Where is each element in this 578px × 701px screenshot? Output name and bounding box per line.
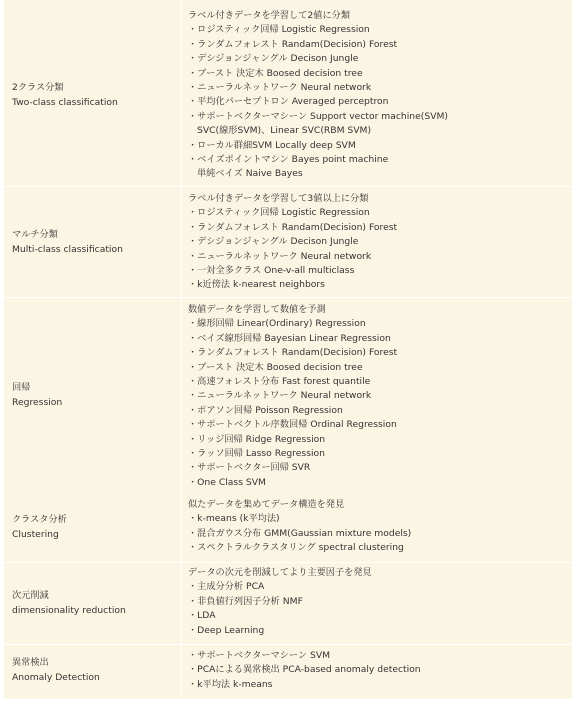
list-item: ・高速フォレスト分布 Fast forest quantile: [188, 376, 371, 388]
list-item: ・ラッソ回帰 Lasso Regression: [188, 448, 325, 460]
section-description: ラベル付きデータを学習して3値以上に分類: [188, 193, 369, 204]
list-item: ・ベイズ線形回帰 Bayesian Linear Regression: [188, 332, 391, 344]
section-description: 数値データを学習して数値を予測: [188, 304, 326, 315]
list-item: ・ブースト 決定木 Boosed decision tree: [188, 361, 363, 373]
section-description: 似たデータを集めてデータ構造を発見: [188, 499, 345, 510]
category-jp: クラスタ分析: [12, 514, 67, 525]
category-jp: 次元削減: [12, 590, 49, 601]
list-item: ・リッジ回帰 Ridge Regression: [188, 433, 326, 445]
list-item: ・One Class SVM: [188, 476, 266, 488]
method-list: [188, 303, 397, 490]
list-item: ・ブースト 決定木 Boosed decision tree: [188, 67, 363, 79]
category-cell: [12, 588, 126, 618]
category-en: Anomaly Detection: [12, 672, 100, 683]
list-item: ・主成分分析 PCA: [188, 581, 265, 593]
category-jp: 異常検出: [12, 657, 49, 668]
list-item: ・ニューラルネットワーク Neural network: [188, 82, 372, 94]
list-item: ・ランダムフォレスト Randam(Decision) Forest: [188, 347, 398, 359]
list-item: ・デシジョンジャングル Decison Jungle: [188, 53, 359, 65]
method-list: [188, 192, 397, 293]
list-item: ・混合ガウス分布 GMM(Gaussian mixture models): [188, 527, 412, 539]
list-item: ・サポートベクトル序数回帰 Ordinal Regression: [188, 419, 397, 431]
list-item: ・Deep Learning: [188, 624, 265, 636]
list-item: ・デシジョンジャングル Decison Jungle: [188, 236, 359, 248]
list-item: ・LDA: [188, 610, 216, 622]
list-item: ・一対全多クラス One-v-all multiclass: [188, 265, 355, 277]
section-description: ラベル付きデータを学習して2値に分類: [188, 10, 351, 21]
list-item: ・k-means (k平均法): [188, 513, 280, 525]
list-item: ・ベイズポイントマシン Bayes point machine: [188, 154, 389, 166]
section-description: データの次元を削減してより主要因子を発見: [188, 567, 372, 578]
row-dimensionality-reduction: [4, 563, 572, 644]
category-en: Two-class classification: [12, 97, 118, 108]
category-cell: [12, 655, 100, 685]
list-item: ・非負値行列因子分析 NMF: [188, 595, 303, 607]
row-multi-class: [4, 187, 572, 297]
list-item: ・線形回帰 Linear(Ordinary) Regression: [188, 318, 366, 330]
category-cell: [12, 80, 118, 110]
list-item: SVC(線形SVM)、Linear SVC(RBM SVM): [197, 125, 372, 137]
category-cell: [12, 380, 62, 410]
method-list: [188, 649, 421, 692]
row-two-class: [4, 0, 572, 186]
list-item: ・PCAによる異常検出 PCA-based anomaly detection: [188, 664, 421, 676]
row-anomaly-detection: [4, 645, 572, 699]
list-item: ・サポートベクター回帰 SVR: [188, 462, 311, 474]
list-item: ・スペクトラルクラスタリング spectral clustering: [188, 542, 404, 554]
list-item: ・ニューラルネットワーク Neural network: [188, 250, 372, 262]
list-item: ・平均化パーセプトロン Averaged perceptron: [188, 96, 389, 108]
category-jp: 2クラス分類: [12, 82, 64, 93]
category-en: Regression: [12, 397, 63, 408]
list-item: ・サポートベクターマシーン Support vector machine(SVM): [188, 110, 448, 122]
list-item: ・ニューラルネットワーク Neural network: [188, 390, 372, 402]
category-cell: [12, 512, 67, 542]
method-list: [188, 9, 448, 182]
category-en: Clustering: [12, 529, 59, 540]
list-item: ・k平均法 k-means: [188, 678, 273, 690]
category-en: Multi-class classification: [12, 244, 123, 255]
list-item: ・ロジスティック回帰 Logistic Regression: [188, 24, 370, 36]
method-list: [188, 498, 411, 556]
category-jp: 回帰: [12, 382, 31, 393]
list-item: ・サポートベクターマシーン SVM: [188, 650, 331, 661]
algorithm-table: [4, 0, 572, 699]
method-list: [188, 566, 372, 638]
list-item: ・ポアソン回帰 Poisson Regression: [188, 404, 343, 416]
category-en: dimensionality reduction: [12, 605, 126, 616]
row-regression-clustering: [4, 298, 572, 562]
list-item: ・k近傍法 k-nearest neighbors: [188, 279, 325, 291]
list-item: ・ローカル群細SVM Locally deep SVM: [188, 139, 356, 151]
list-item: ・ランダムフォレスト Randam(Decision) Forest: [188, 221, 398, 233]
category-jp: マルチ分類: [12, 229, 58, 240]
list-item: 単純ベイズ Naive Bayes: [197, 168, 303, 180]
category-cell: [12, 227, 123, 257]
list-item: ・ロジスティック回帰 Logistic Regression: [188, 207, 370, 219]
list-item: ・ランダムフォレスト Randam(Decision) Forest: [188, 38, 398, 50]
